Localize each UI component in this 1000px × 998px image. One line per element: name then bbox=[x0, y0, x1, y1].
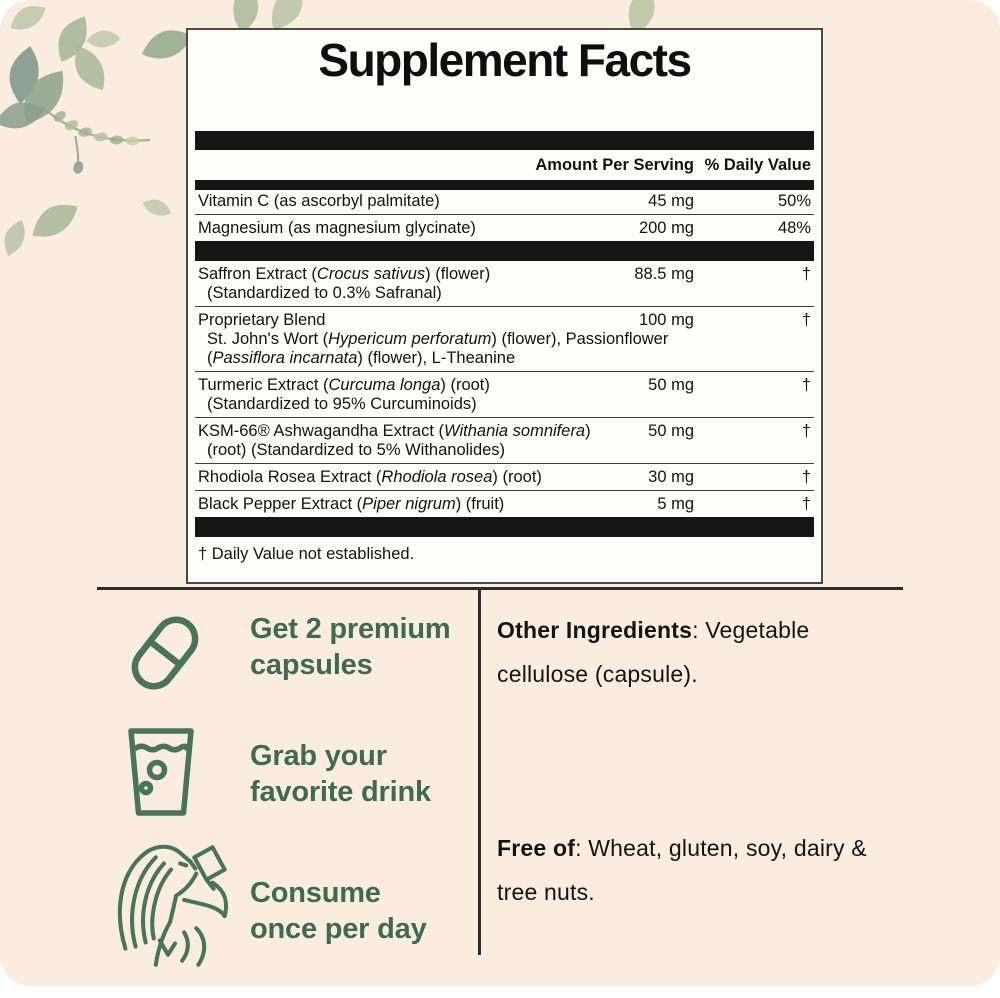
ingredient-row bbox=[195, 464, 814, 491]
divider-vertical bbox=[478, 587, 481, 955]
ingredient-name: Proprietary Blend bbox=[198, 311, 326, 329]
benefit-text-line: Consume bbox=[250, 877, 381, 909]
ingredient-subline: St. John's Wort (Hypericum perforatum) (flower), Passionflower bbox=[207, 330, 669, 348]
ingredient-subline: (root) (Standardized to 5% Withanolides) bbox=[207, 441, 506, 459]
amount-per-serving-value: 50 mg bbox=[648, 376, 694, 394]
other-ingredients-label: Other Ingredients bbox=[497, 617, 693, 643]
ingredient-subline: (Standardized to 0.3% Safranal) bbox=[207, 284, 442, 302]
ingredient-name: Rhodiola Rosea Extract (Rhodiola rosea) (root) bbox=[198, 468, 542, 486]
daily-value-column-header: % Daily Value bbox=[704, 156, 811, 174]
panel-title: Supplement Facts bbox=[318, 34, 691, 86]
amount-per-serving-value: 50 mg bbox=[648, 422, 694, 440]
daily-value-value: † bbox=[801, 495, 811, 513]
thick-divider-bar bbox=[195, 517, 814, 537]
benefit-text-line: once per day bbox=[250, 913, 427, 945]
daily-value-value: † bbox=[801, 422, 811, 440]
leaf-decoration bbox=[8, 0, 47, 38]
amount-per-serving-value: 45 mg bbox=[648, 192, 694, 210]
ingredient-row bbox=[195, 188, 814, 215]
amount-per-serving-value: 5 mg bbox=[657, 495, 694, 513]
thick-divider-bar bbox=[195, 131, 814, 150]
benefit-text-line: Get 2 premium bbox=[250, 613, 451, 645]
daily-value-value: † bbox=[801, 311, 811, 329]
ingredient-row bbox=[195, 418, 814, 464]
ingredient-name: Vitamin C (as ascorbyl palmitate) bbox=[198, 192, 440, 210]
benefit-text-line: Grab your bbox=[250, 740, 387, 772]
amount-per-serving-value: 200 mg bbox=[638, 219, 694, 237]
ingredient-name: KSM-66® Ashwagandha Extract (Withania somnifera) bbox=[198, 422, 591, 440]
amount-per-serving-value: 100 mg bbox=[638, 311, 694, 329]
supplement-facts-panel bbox=[186, 28, 823, 584]
free-of-label: Free of bbox=[497, 835, 576, 861]
daily-value-footnote: † Daily Value not established. bbox=[198, 545, 415, 563]
benefit-text-line: favorite drink bbox=[250, 776, 431, 808]
free-of-value: : Wheat, gluten, soy, dairy & tree nuts. bbox=[497, 835, 867, 905]
free-of-text bbox=[497, 826, 879, 914]
amount-per-serving-value: 88.5 mg bbox=[634, 265, 694, 283]
ingredient-row bbox=[195, 372, 814, 418]
benefit-text-line: capsules bbox=[250, 649, 373, 681]
facts-rows bbox=[195, 188, 814, 537]
amount-column-header: Amount Per Serving bbox=[535, 156, 694, 174]
amount-per-serving-value: 30 mg bbox=[648, 468, 694, 486]
daily-value-value: 50% bbox=[777, 192, 811, 210]
daily-value-value: † bbox=[801, 265, 811, 283]
ingredient-row bbox=[195, 491, 814, 517]
ingredient-name: Saffron Extract (Crocus sativus) (flower) bbox=[198, 265, 491, 283]
ingredient-row bbox=[195, 215, 814, 241]
leaf-decoration bbox=[29, 190, 81, 252]
ingredient-name: Magnesium (as magnesium glycinate) bbox=[198, 219, 476, 237]
leaf-decoration bbox=[140, 189, 174, 226]
ingredient-row bbox=[195, 307, 814, 372]
facts-table bbox=[195, 188, 814, 564]
daily-value-value: † bbox=[801, 468, 811, 486]
thick-divider-bar bbox=[195, 241, 814, 261]
divider-horizontal bbox=[97, 587, 903, 590]
other-ingredients-text bbox=[497, 608, 879, 696]
eucalyptus-sprig-decoration bbox=[38, 96, 156, 176]
benefit-item-dosage bbox=[250, 875, 427, 947]
ingredient-name: Turmeric Extract (Curcuma longa) (root) bbox=[198, 376, 490, 394]
benefit-item-drink bbox=[250, 738, 431, 810]
ingredient-subline: (Standardized to 95% Curcuminoids) bbox=[207, 395, 477, 413]
ingredient-subline: (Passiflora incarnata) (flower), L-Theanine bbox=[207, 349, 516, 367]
facts-table-header bbox=[195, 156, 814, 176]
capsule-icon bbox=[120, 608, 210, 698]
other-ingredients-value: : Vegetable cellulose (capsule). bbox=[497, 617, 810, 687]
benefit-item-capsules bbox=[250, 611, 450, 683]
ingredient-row bbox=[195, 261, 814, 307]
person-drinking-icon bbox=[95, 843, 247, 967]
glass-icon bbox=[125, 726, 197, 818]
daily-value-value: 48% bbox=[777, 219, 811, 237]
ingredient-name: Black Pepper Extract (Piper nigrum) (fruit) bbox=[198, 495, 505, 513]
daily-value-value: † bbox=[801, 376, 811, 394]
